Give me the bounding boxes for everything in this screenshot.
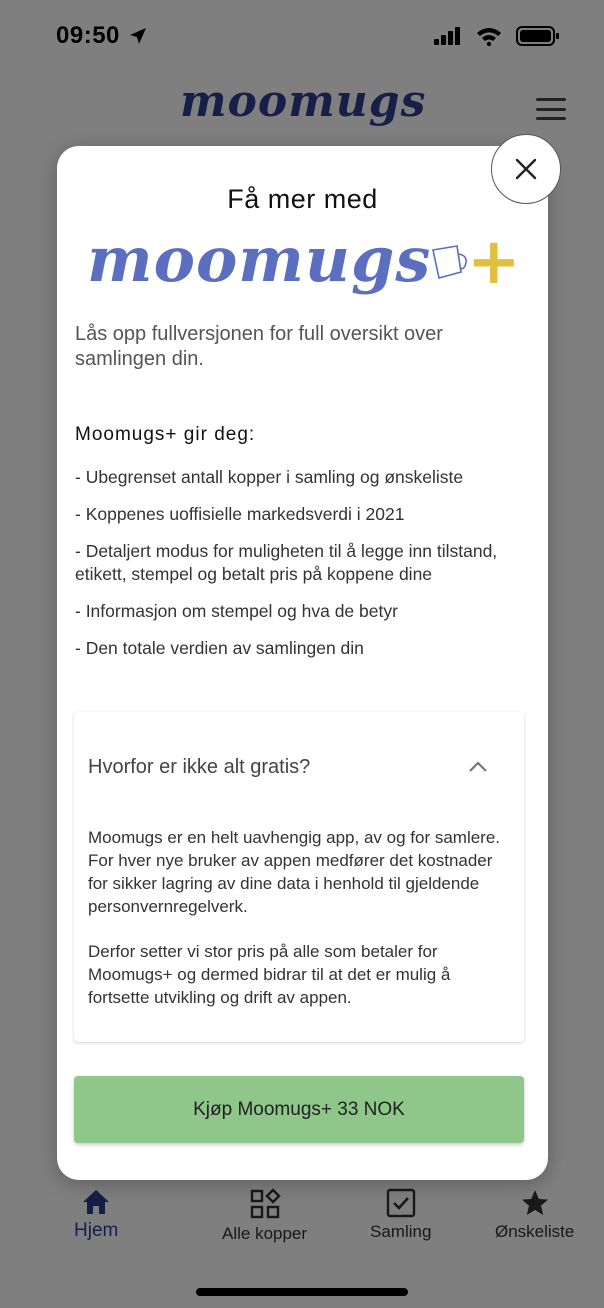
- buy-button[interactable]: Kjøp Moomugs+ 33 NOK: [74, 1076, 524, 1143]
- logo-word: moomugs: [87, 223, 432, 296]
- faq-accordion: [74, 712, 524, 1042]
- intro-text: Lås opp fullversjonen for full oversikt over samlingen din.: [75, 323, 443, 370]
- benefit-item: - Informasjon om stempel og hva de betyr: [75, 601, 398, 621]
- benefit-item: - Koppenes uoffisielle markedsverdi i 2021: [75, 504, 405, 524]
- benefits-list: [75, 466, 530, 674]
- mug-icon: [427, 242, 471, 282]
- benefit-item: - Detaljert modus for muligheten til å legge inn tilstand, etikett, stempel og betalt pris på koppene dine: [75, 541, 498, 584]
- close-button[interactable]: [491, 134, 561, 204]
- chevron-up-icon: [468, 761, 488, 773]
- benefits-title: Moomugs+ gir deg:: [75, 424, 256, 445]
- close-icon: [515, 158, 537, 180]
- benefit-item: - Ubegrenset antall kopper i samling og ønskeliste: [75, 467, 464, 487]
- upgrade-modal: [57, 146, 548, 1180]
- modal-heading: Få mer med: [227, 184, 378, 214]
- faq-paragraph: Moomugs er en helt uavhengig app, av og for samlere. For hver nye bruker av appen medfører det kostnader for sikker lagring av dine data i henhold til gjeldende personvernregelverk.: [88, 828, 501, 916]
- faq-question: Hvorfor er ikke alt gratis?: [88, 755, 311, 778]
- benefit-item: - Den totale verdien av samlingen din: [75, 638, 364, 658]
- faq-toggle[interactable]: [74, 712, 524, 822]
- faq-answer: [88, 826, 512, 1009]
- faq-paragraph: Derfor setter vi stor pris på alle som betaler for Moomugs+ og dermed bidrar til at det er mulig å fortsette utvikling og drift av appen.: [88, 942, 451, 1007]
- logo-plus: +: [467, 225, 521, 299]
- moomugs-plus-logo: [87, 220, 527, 310]
